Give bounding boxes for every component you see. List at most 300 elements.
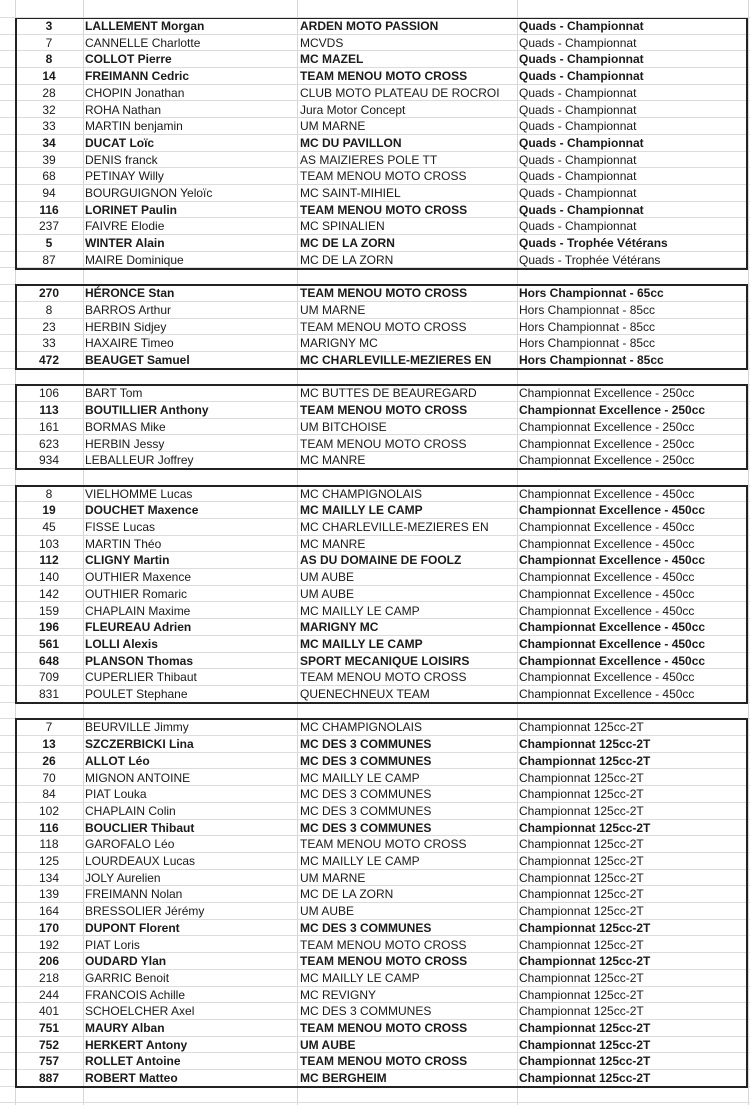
category: Quads - Trophée Vétérans [519,236,668,251]
table-row[interactable] [0,102,750,119]
rider-number: 3 [45,19,53,33]
table-row[interactable] [0,202,750,219]
category: Championnat 125cc-2T [519,1037,651,1052]
category: Championnat Excellence - 450cc [519,653,706,668]
rider-number: 14 [42,69,56,84]
rider-number: 401 [38,1004,60,1019]
table-row[interactable] [0,502,750,519]
rider-name: OUTHIER Romaric [85,586,188,601]
club-name: TEAM MENOU MOTO CROSS [300,954,468,969]
table-row[interactable] [0,636,750,653]
rider-number: 8 [45,52,53,67]
category: Championnat Excellence - 250cc [519,419,695,434]
rider-number: 159 [38,603,60,618]
category: Championnat 125cc-2T [519,770,644,785]
club-name: MC MANRE [300,536,366,551]
club-name: TEAM MENOU MOTO CROSS [300,837,467,852]
club-name: UM AUBE [300,586,355,601]
rider-number: 68 [42,169,56,184]
club-name: UM MARNE [300,870,366,885]
club-name: TEAM MENOU MOTO CROSS [300,1021,468,1035]
rider-name: CHAPLAIN Colin [85,803,176,818]
rider-name: LORINET Paulin [85,202,178,217]
table-row[interactable] [0,1003,750,1020]
rider-name: FAIVRE Elodie [85,219,165,234]
category: Quads - Championnat [519,186,637,200]
table-row[interactable] [0,436,750,453]
rider-number: 934 [38,453,60,468]
category: Championnat Excellence - 450cc [519,603,695,618]
table-row[interactable] [0,1053,750,1070]
rider-number: 32 [42,102,56,117]
rider-number: 84 [42,787,56,802]
category: Championnat 125cc-2T [519,787,644,802]
empty-row [0,269,750,286]
rider-number: 8 [45,486,53,501]
category: Championnat 125cc-2T [519,1071,651,1086]
category: Championnat 125cc-2T [519,820,651,835]
rider-name: ROHA Nathan [85,102,162,117]
table-row[interactable] [0,18,750,35]
club-name: TEAM MENOU MOTO CROSS [300,403,468,418]
rider-number: 125 [38,854,60,868]
club-name: MC DU PAVILLON [300,135,402,150]
rider-name: FREIMANN Nolan [85,887,183,902]
club-name: MC SPINALIEN [300,219,385,234]
rider-number: 7 [45,720,53,735]
club-name: TEAM MENOU MOTO CROSS [300,670,467,685]
rider-number: 648 [38,653,60,668]
rider-number: 45 [42,520,56,534]
table-row[interactable] [0,85,750,102]
rider-number: 170 [38,920,60,935]
rider-number: 139 [38,887,60,902]
rider-number: 102 [38,803,60,818]
category: Quads - Championnat [519,152,637,167]
rider-number: 28 [42,85,56,100]
table-row[interactable] [0,736,750,753]
table-row[interactable] [0,319,750,336]
rider-number: 472 [38,353,60,367]
table-row[interactable] [0,569,750,586]
club-name: CLUB MOTO PLATEAU DE ROCROI [300,85,500,100]
table-row[interactable] [0,937,750,954]
club-name: MC DE LA ZORN [300,252,394,267]
rider-number: 26 [42,753,56,768]
table-row[interactable] [0,603,750,620]
club-name: MC MAILLY LE CAMP [300,503,423,518]
table-row[interactable] [0,970,750,987]
table-row[interactable] [0,152,750,169]
table-row[interactable] [0,185,750,202]
table-row[interactable] [0,118,750,135]
category: Championnat Excellence - 450cc [519,586,695,601]
table-row[interactable] [0,619,750,636]
club-name: TEAM MENOU MOTO CROSS [300,169,467,184]
empty-row [0,703,750,720]
club-name: MC MAILLY LE CAMP [300,770,420,785]
rider-number: 13 [42,737,56,752]
table-row[interactable] [0,402,750,419]
category: Hors Championnat - 85cc [519,353,664,367]
table-row[interactable] [0,302,750,319]
rider-name: ALLOT Léo [85,753,150,768]
category: Championnat 125cc-2T [519,737,651,752]
table-row[interactable] [0,552,750,569]
rider-name: HÉRONCE Stan [85,286,175,301]
rider-name: MARTIN benjamin [85,119,183,134]
table-row[interactable] [0,519,750,536]
club-name: MC BUTTES DE BEAUREGARD [300,386,477,401]
rider-name: SZCZERBICKI Lina [85,737,194,752]
club-name: MC DES 3 COMMUNES [300,820,432,835]
table-row[interactable] [0,1037,750,1054]
rider-name: CHOPIN Jonathan [85,85,185,100]
table-row[interactable] [0,853,750,870]
category: Championnat Excellence - 450cc [519,570,695,585]
rider-number: 142 [38,586,60,601]
rider-number: 752 [38,1037,60,1052]
rider-number: 134 [38,870,60,885]
category: Quads - Championnat [519,102,637,117]
category: Hors Championnat - 85cc [519,302,656,317]
table-row[interactable] [0,168,750,185]
club-name: UM AUBE [300,570,355,585]
rider-name: GAROFALO Léo [85,837,175,852]
club-name: AS DU DOMAINE DE FOOLZ [300,553,462,568]
table-row[interactable] [0,68,750,85]
rider-name: CHAPLAIN Maxime [85,603,191,618]
club-name: UM MARNE [300,119,366,134]
table-row[interactable] [0,51,750,68]
table-row[interactable] [0,836,750,853]
rider-number: 8 [45,302,53,317]
rider-name: BOURGUIGNON Yeloïc [85,186,213,200]
rider-name: PIAT Loris [85,937,140,952]
rider-number: 94 [42,186,56,200]
club-name: MC MAZEL [300,52,364,67]
club-name: MARIGNY MC [300,620,379,635]
rider-number: 192 [38,937,60,952]
table-row[interactable] [0,486,750,503]
rider-name: HERBIN Jessy [85,436,165,451]
club-name: MC DES 3 COMMUNES [300,737,432,752]
category: Championnat 125cc-2T [519,987,644,1002]
club-name: TEAM MENOU MOTO CROSS [300,202,468,217]
rider-number: 561 [38,636,60,651]
category: Championnat Excellence - 250cc [519,386,695,401]
rider-name: BOUCLIER Thibaut [85,820,195,835]
table-row[interactable] [0,719,750,736]
rider-name: COLLOT Pierre [85,52,172,67]
club-name: MC MAILLY LE CAMP [300,603,420,618]
category: Quads - Championnat [519,52,644,67]
club-name: UM BITCHOISE [300,419,387,434]
category: Championnat 125cc-2T [519,937,644,952]
rider-number: 112 [39,553,59,568]
rider-name: SCHOELCHER Axel [85,1004,195,1019]
table-row[interactable] [0,385,750,402]
club-name: MC MAILLY LE CAMP [300,970,420,985]
category: Quads - Championnat [519,135,644,150]
table-row[interactable] [0,586,750,603]
rider-name: OUDARD Ylan [85,954,167,969]
club-name: UM AUBE [300,1037,356,1052]
table-row[interactable] [0,218,750,235]
category: Championnat Excellence - 450cc [519,553,706,568]
table-row[interactable] [0,820,750,837]
table-row[interactable] [0,452,750,469]
category: Championnat Excellence - 450cc [519,620,706,635]
rider-number: 237 [38,219,60,234]
table-row[interactable] [0,419,750,436]
club-name: MC MAILLY LE CAMP [300,854,420,868]
club-name: TEAM MENOU MOTO CROSS [300,1054,468,1069]
rider-name: MARTIN Théo [85,536,162,551]
rider-name: BART Tom [85,386,143,401]
rider-number: 757 [38,1054,60,1069]
rider-name: FLEUREAU Adrien [85,620,192,635]
table-row[interactable] [0,753,750,770]
empty-row [0,1087,750,1104]
table-row[interactable] [0,770,750,787]
rider-number: 23 [42,319,56,334]
rider-name: GARRIC Benoit [85,970,170,985]
rider-name: LOLLI Alexis [85,636,158,651]
rider-number: 164 [38,904,60,919]
category: Championnat 125cc-2T [519,1021,651,1035]
category: Championnat 125cc-2T [519,870,644,885]
rider-name: FREIMANN Cedric [85,69,190,84]
club-name: MC DES 3 COMMUNES [300,803,432,818]
rider-number: 7 [45,35,53,50]
club-name: MC MAILLY LE CAMP [300,636,423,651]
table-row[interactable] [0,1020,750,1037]
rider-number: 116 [39,202,59,217]
club-name: MARIGNY MC [300,336,378,351]
rider-name: ROLLET Antoine [85,1054,181,1069]
club-name: MCVDS [300,35,344,50]
category: Championnat Excellence - 250cc [519,453,695,468]
category: Championnat Excellence - 250cc [519,436,695,451]
table-row[interactable] [0,135,750,152]
category: Championnat 125cc-2T [519,1004,644,1019]
category: Championnat Excellence - 250cc [519,403,706,418]
rider-name: LOURDEAUX Lucas [85,854,196,868]
rider-number: 161 [38,419,60,434]
table-row[interactable] [0,686,750,703]
category: Quads - Championnat [519,35,637,50]
rider-name: FISSE Lucas [85,520,156,534]
category: Hors Championnat - 85cc [519,336,656,351]
rider-number: 106 [38,386,60,401]
rider-number: 103 [38,536,60,551]
rider-name: MIGNON ANTOINE [85,770,191,785]
table-row[interactable] [0,35,750,52]
category: Championnat Excellence - 450cc [519,520,695,534]
rider-number: 118 [39,837,59,852]
rider-name: CUPERLIER Thibaut [85,670,197,685]
rider-name: HERKERT Antony [85,1037,188,1052]
club-name: SPORT MECANIQUE LOISIRS [300,653,470,668]
club-name: MC DES 3 COMMUNES [300,920,432,935]
rider-name: BORMAS Mike [85,419,166,434]
rider-name: JOLY Aurelien [85,870,161,885]
rider-name: POULET Stephane [85,687,188,701]
category: Quads - Championnat [519,219,637,234]
empty-row [0,1,750,18]
rider-number: 751 [38,1021,60,1035]
club-name: MC DE LA ZORN [300,236,395,251]
empty-row [0,369,750,386]
table-row[interactable] [0,235,750,252]
table-row[interactable] [0,886,750,903]
table-row[interactable] [0,920,750,937]
rider-name: LEBALLEUR Joffrey [85,453,194,468]
rider-name: WINTER Alain [85,236,165,251]
category: Championnat Excellence - 450cc [519,670,695,685]
rider-number: 623 [38,436,60,451]
rider-name: CANNELLE Charlotte [85,35,201,50]
category: Hors Championnat - 85cc [519,319,656,334]
rider-name: PIAT Louka [85,787,147,802]
table-row[interactable] [0,870,750,887]
club-name: QUENECHNEUX TEAM [300,687,430,701]
table-row[interactable] [0,669,750,686]
category: Championnat 125cc-2T [519,854,644,868]
category: Quads - Championnat [519,119,637,134]
rider-name: BOUTILLIER Anthony [85,403,209,418]
category: Championnat 125cc-2T [519,920,651,935]
category: Hors Championnat - 65cc [519,286,664,301]
table-row[interactable] [0,786,750,803]
rider-name: VIELHOMME Lucas [85,486,193,501]
rider-name: MAIRE Dominique [85,252,184,267]
category: Championnat Excellence - 450cc [519,536,695,551]
empty-row [0,469,750,486]
category: Championnat 125cc-2T [519,837,644,852]
rider-name: DUCAT Loïc [85,135,155,150]
category: Quads - Trophée Vétérans [519,252,661,267]
category: Quads - Championnat [519,85,637,100]
category: Championnat Excellence - 450cc [519,687,695,701]
category: Quads - Championnat [519,169,637,184]
category: Quads - Championnat [519,19,644,33]
table-row[interactable] [0,252,750,269]
table-row[interactable] [0,285,750,302]
table-row[interactable] [0,803,750,820]
category: Championnat 125cc-2T [519,720,644,735]
category: Championnat 125cc-2T [519,904,644,919]
rider-number: 5 [45,236,53,251]
rider-name: DENIS franck [85,152,158,167]
rider-number: 34 [42,135,56,150]
category: Quads - Championnat [519,202,644,217]
rider-number: 218 [38,970,60,985]
rider-number: 140 [38,570,60,585]
club-name: MC CHAMPIGNOLAIS [300,486,423,501]
category: Championnat 125cc-2T [519,753,651,768]
rider-number: 39 [42,152,56,167]
club-name: MC DE LA ZORN [300,887,394,902]
rider-number: 33 [42,119,56,134]
rider-number: 270 [38,286,60,301]
table-row[interactable] [0,352,750,369]
club-name: MC DES 3 COMMUNES [300,1004,432,1019]
rider-number: 19 [42,503,56,518]
rider-name: BARROS Arthur [85,302,172,317]
club-name: TEAM MENOU MOTO CROSS [300,69,468,84]
club-name: MC CHARLEVILLE-MEZIERES EN [300,353,492,367]
club-name: MC DES 3 COMMUNES [300,753,432,768]
rider-name: OUTHIER Maxence [85,570,192,585]
table-row[interactable] [0,987,750,1004]
rider-name: DUPONT Florent [85,920,180,935]
category: Championnat 125cc-2T [519,887,644,902]
rider-name: ROBERT Matteo [85,1071,178,1086]
rider-number: 244 [38,987,60,1002]
category: Championnat Excellence - 450cc [519,636,706,651]
club-name: MC SAINT-MIHIEL [300,186,401,200]
club-name: TEAM MENOU MOTO CROSS [300,436,467,451]
rider-name: LALLEMENT Morgan [85,19,205,33]
rider-name: BEURVILLE Jimmy [85,720,189,735]
rider-name: DOUCHET Maxence [85,503,199,518]
club-name: TEAM MENOU MOTO CROSS [300,319,467,334]
table-row[interactable] [0,536,750,553]
rider-name: PLANSON Thomas [85,653,194,668]
rider-number: 70 [42,770,56,785]
club-name: ARDEN MOTO PASSION [300,19,439,33]
category: Championnat 125cc-2T [519,954,651,969]
rider-name: CLIGNY Martin [85,553,170,568]
rider-name: PETINAY Willy [85,169,164,184]
table-row[interactable] [0,903,750,920]
club-name: TEAM MENOU MOTO CROSS [300,937,467,952]
rider-number: 113 [39,403,59,418]
rider-name: BEAUGET Samuel [85,353,190,367]
club-name: AS MAIZIERES POLE TT [300,152,438,167]
category: Championnat Excellence - 450cc [519,486,695,501]
table-row[interactable] [0,335,750,352]
club-name: MC MANRE [300,453,366,468]
club-name: MC REVIGNY [300,987,377,1002]
club-name: MC CHAMPIGNOLAIS [300,720,423,735]
rider-name: HERBIN Sidjey [85,319,167,334]
rider-number: 206 [38,954,60,969]
table-row[interactable] [0,653,750,670]
category: Championnat 125cc-2T [519,1054,651,1069]
club-name: UM AUBE [300,904,355,919]
rider-number: 33 [42,336,56,351]
club-name: MC DES 3 COMMUNES [300,787,432,802]
category: Quads - Championnat [519,69,644,84]
club-name: MC CHARLEVILLE-MEZIERES EN [300,520,489,534]
club-name: UM MARNE [300,302,366,317]
table-row[interactable] [0,953,750,970]
category: Championnat 125cc-2T [519,970,644,985]
club-name: Jura Motor Concept [300,102,406,117]
rider-name: MAURY Alban [85,1021,165,1035]
club-name: TEAM MENOU MOTO CROSS [300,286,468,301]
rider-number: 887 [38,1071,60,1086]
club-name: MC BERGHEIM [300,1071,387,1086]
rider-number: 87 [42,252,56,267]
rider-name: HAXAIRE Timeo [85,336,174,351]
rider-name: FRANCOIS Achille [85,987,186,1002]
table-row[interactable] [0,1070,750,1087]
rider-name: BRESSOLIER Jérémy [85,904,205,919]
